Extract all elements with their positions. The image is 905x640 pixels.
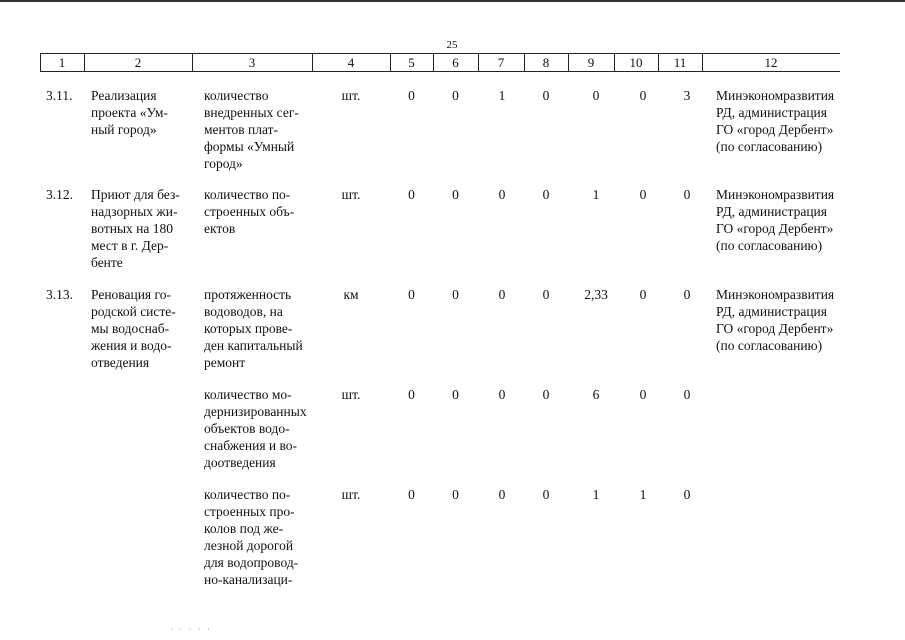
page-top-border [0, 0, 905, 2]
unit: шт. [341, 187, 361, 202]
project-name: Реновация го- родской систе- мы водоснаб- жения и водо- отведения [91, 287, 176, 370]
project-name: Реализация проекта «Ум- ный город» [91, 88, 168, 137]
value-col8: 0 [542, 487, 550, 502]
header-cell-5: 5 [408, 55, 415, 70]
value-col5: 0 [408, 387, 415, 402]
value-col7: 0 [498, 487, 506, 502]
row-number: 3.13. [46, 287, 73, 302]
value-col6: 0 [452, 187, 459, 202]
value-col10: 0 [639, 88, 647, 103]
project-name: Приют для без- надзорных жи- вотных на 180 мест в г. Дер- бенте [91, 187, 180, 270]
value-col6: 0 [452, 88, 459, 103]
unit: шт. [341, 487, 361, 502]
value-col9: 1 [592, 487, 600, 502]
indicator-name: количество по- строенных объ- ектов [204, 187, 295, 236]
header-cell-9: 9 [587, 55, 595, 70]
value-col6: 0 [452, 287, 459, 302]
header-cell-3: 3 [248, 55, 256, 70]
header-cell-12: 12 [764, 55, 778, 70]
value-col5: 0 [408, 187, 415, 202]
value-col11: 3 [683, 88, 691, 103]
header-cell-7: 7 [497, 55, 505, 70]
row-number: 3.12. [46, 187, 73, 202]
value-col6: 0 [452, 387, 459, 402]
value-col10: 0 [639, 287, 647, 302]
unit: км [343, 287, 359, 302]
header-cell-11: 11 [673, 55, 687, 70]
value-col9: 2,33 [584, 287, 608, 302]
indicator-name: протяженность водоводов, на которых прове- ден капитальный ремонт [204, 287, 303, 370]
value-col5: 0 [408, 287, 415, 302]
value-col10: 0 [639, 187, 647, 202]
value-col9: 0 [592, 88, 600, 103]
value-col11: 0 [683, 487, 691, 502]
unit: шт. [341, 387, 361, 402]
value-col7: 0 [498, 187, 506, 202]
value-col5: 0 [408, 487, 415, 502]
value-col6: 0 [452, 487, 459, 502]
header-bottom-line [40, 71, 840, 72]
responsible-org: Минэкономразвития РД, администрация ГО «город Дербент» (по согласованию) [716, 287, 835, 353]
indicator-name: количество внедренных сег- ментов плат- формы «Умный город» [204, 88, 299, 171]
value-col11: 0 [683, 287, 691, 302]
value-col7: 0 [498, 287, 506, 302]
value-col8: 0 [542, 387, 550, 402]
value-col8: 0 [542, 88, 550, 103]
row-number: 3.11. [46, 88, 73, 103]
responsible-org: Минэкономразвития РД, администрация ГО «город Дербент» (по согласованию) [716, 88, 835, 154]
value-col11: 0 [683, 187, 691, 202]
responsible-org: Минэкономразвития РД, администрация ГО «город Дербент» (по согласованию) [716, 187, 835, 253]
value-col10: 0 [639, 387, 647, 402]
header-cell-2: 2 [134, 55, 142, 70]
value-col8: 0 [542, 287, 550, 302]
value-col9: 1 [592, 187, 600, 202]
value-col8: 0 [542, 187, 550, 202]
value-col5: 0 [408, 88, 415, 103]
value-col7: 1 [498, 88, 506, 103]
page-number: 25 [446, 39, 458, 51]
value-col11: 0 [683, 387, 691, 402]
header-cell-1: 1 [58, 55, 66, 70]
indicator-name: количество по- строенных про- колов под же- лезной дорогой для водопровод- но-канализаци- [204, 487, 299, 587]
indicator-name: количество мо- дернизированных объектов водо- снабжения и во- доотведения [204, 387, 307, 470]
scan-speckles: · · · · · [170, 624, 212, 634]
unit: шт. [341, 88, 361, 103]
header-cell-4: 4 [347, 55, 355, 70]
header-cell-10: 10 [629, 55, 643, 70]
value-col10: 1 [639, 487, 647, 502]
header-cell-8: 8 [542, 55, 550, 70]
value-col7: 0 [498, 387, 506, 402]
header-cell-6: 6 [452, 55, 459, 70]
value-col9: 6 [592, 387, 600, 402]
